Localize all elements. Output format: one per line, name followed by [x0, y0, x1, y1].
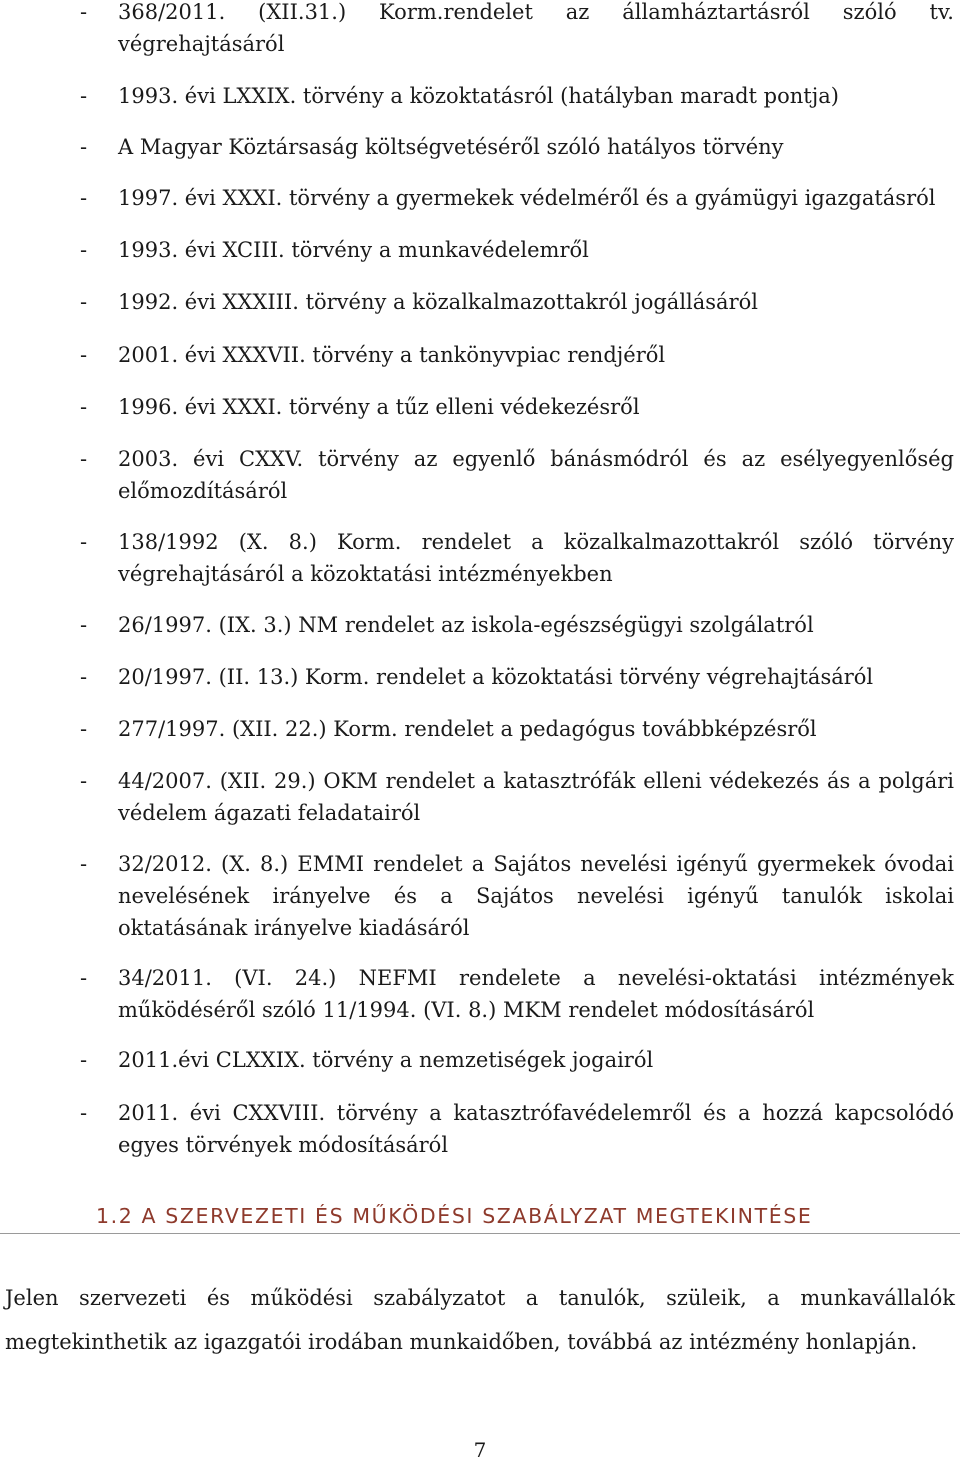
list-bullet: - — [80, 343, 88, 367]
heading-divider — [0, 1233, 960, 1234]
list-item-text: 2001. évi XXXVII. törvény a tankönyvpiac rendjéről — [118, 343, 666, 367]
list-item-text: 20/1997. (II. 13.) Korm. rendelet a közoktatási törvény végrehajtásáról — [118, 665, 874, 689]
list-item-text: 1992. évi XXXIII. törvény a közalkalmazottakról jogállásáról — [118, 290, 758, 314]
list-bullet: - — [80, 447, 88, 471]
list-bullet: - — [80, 665, 88, 689]
list-bullet: - — [80, 769, 88, 793]
list-bullet: - — [80, 530, 88, 554]
list-item-text: 26/1997. (IX. 3.) NM rendelet az iskola-egészségügyi szolgálatról — [118, 613, 814, 637]
page-number: 7 — [473, 1438, 487, 1462]
list-bullet: - — [80, 84, 88, 108]
list-item-text: 2011. évi CXXVIII. törvény a katasztrófavédelemről és a hozzá kapcsolódó egyes törvények módosításáról — [118, 1101, 954, 1157]
list-item-text: 34/2011. (VI. 24.) NEFMI rendelete a nevelési-oktatási intézmények működéséről szóló 11/1994. (VI. 8.) MKM rendelet módosításáról — [118, 966, 954, 1022]
list-item-text: 2011.évi CLXXIX. törvény a nemzetiségek jogairól — [118, 1048, 654, 1072]
list-bullet: - — [80, 1048, 88, 1072]
list-item-text: 44/2007. (XII. 29.) OKM rendelet a katasztrófák elleni védekezés ás a polgári védelem ágazati feladatairól — [118, 769, 954, 825]
list-item-text: 1993. évi XCIII. törvény a munkavédelemről — [118, 238, 589, 262]
list-item-text: A Magyar Köztársaság költségvetéséről szóló hatályos törvény — [118, 135, 784, 159]
list-item-text: 2003. évi CXXV. törvény az egyenlő bánásmódról és az esélyegyenlőség előmozdításáról — [118, 447, 954, 503]
section-heading: 1.2 A SZERVEZETI ÉS MŰKÖDÉSI SZABÁLYZAT MEGTEKINTÉSE — [96, 1204, 813, 1228]
list-item-text: 1993. évi LXXIX. törvény a közoktatásról (hatályban maradt pontja) — [118, 84, 839, 108]
body-paragraph: Jelen szervezeti és működési szabályzatot a tanulók, szüleik, a munkavállalók megtekinthetik az igazgatói irodában munkaidőben, továbbá az intézmény honlapján. — [5, 1286, 955, 1354]
list-bullet: - — [80, 966, 88, 990]
list-item-text: 138/1992 (X. 8.) Korm. rendelet a közalkalmazottakról szóló törvény végrehajtásáról a közoktatási intézményekben — [118, 530, 954, 586]
list-bullet: - — [80, 1101, 88, 1125]
list-bullet: - — [80, 613, 88, 637]
list-item-text: 1996. évi XXXI. törvény a tűz elleni védekezésről — [118, 395, 640, 419]
list-bullet: - — [80, 395, 88, 419]
list-bullet: - — [80, 0, 88, 24]
list-item-text: 1997. évi XXXI. törvény a gyermekek védelméről és a gyámügyi igazgatásról — [118, 186, 936, 210]
list-item-text: 277/1997. (XII. 22.) Korm. rendelet a pedagógus továbbképzésről — [118, 717, 817, 741]
list-bullet: - — [80, 717, 88, 741]
list-bullet: - — [80, 290, 88, 314]
list-bullet: - — [80, 238, 88, 262]
list-bullet: - — [80, 135, 88, 159]
list-bullet: - — [80, 852, 88, 876]
list-bullet: - — [80, 186, 88, 210]
list-item-text: 368/2011. (XII.31.) Korm.rendelet az államháztartásról szóló tv. végrehajtásáról — [118, 0, 954, 56]
list-item-text: 32/2012. (X. 8.) EMMI rendelet a Sajátos nevelési igényű gyermekek óvodai nevelésének irányelve és a Sajátos nevelési igényű tanulók iskolai oktatásának irányelve kiadásáról — [118, 852, 954, 940]
